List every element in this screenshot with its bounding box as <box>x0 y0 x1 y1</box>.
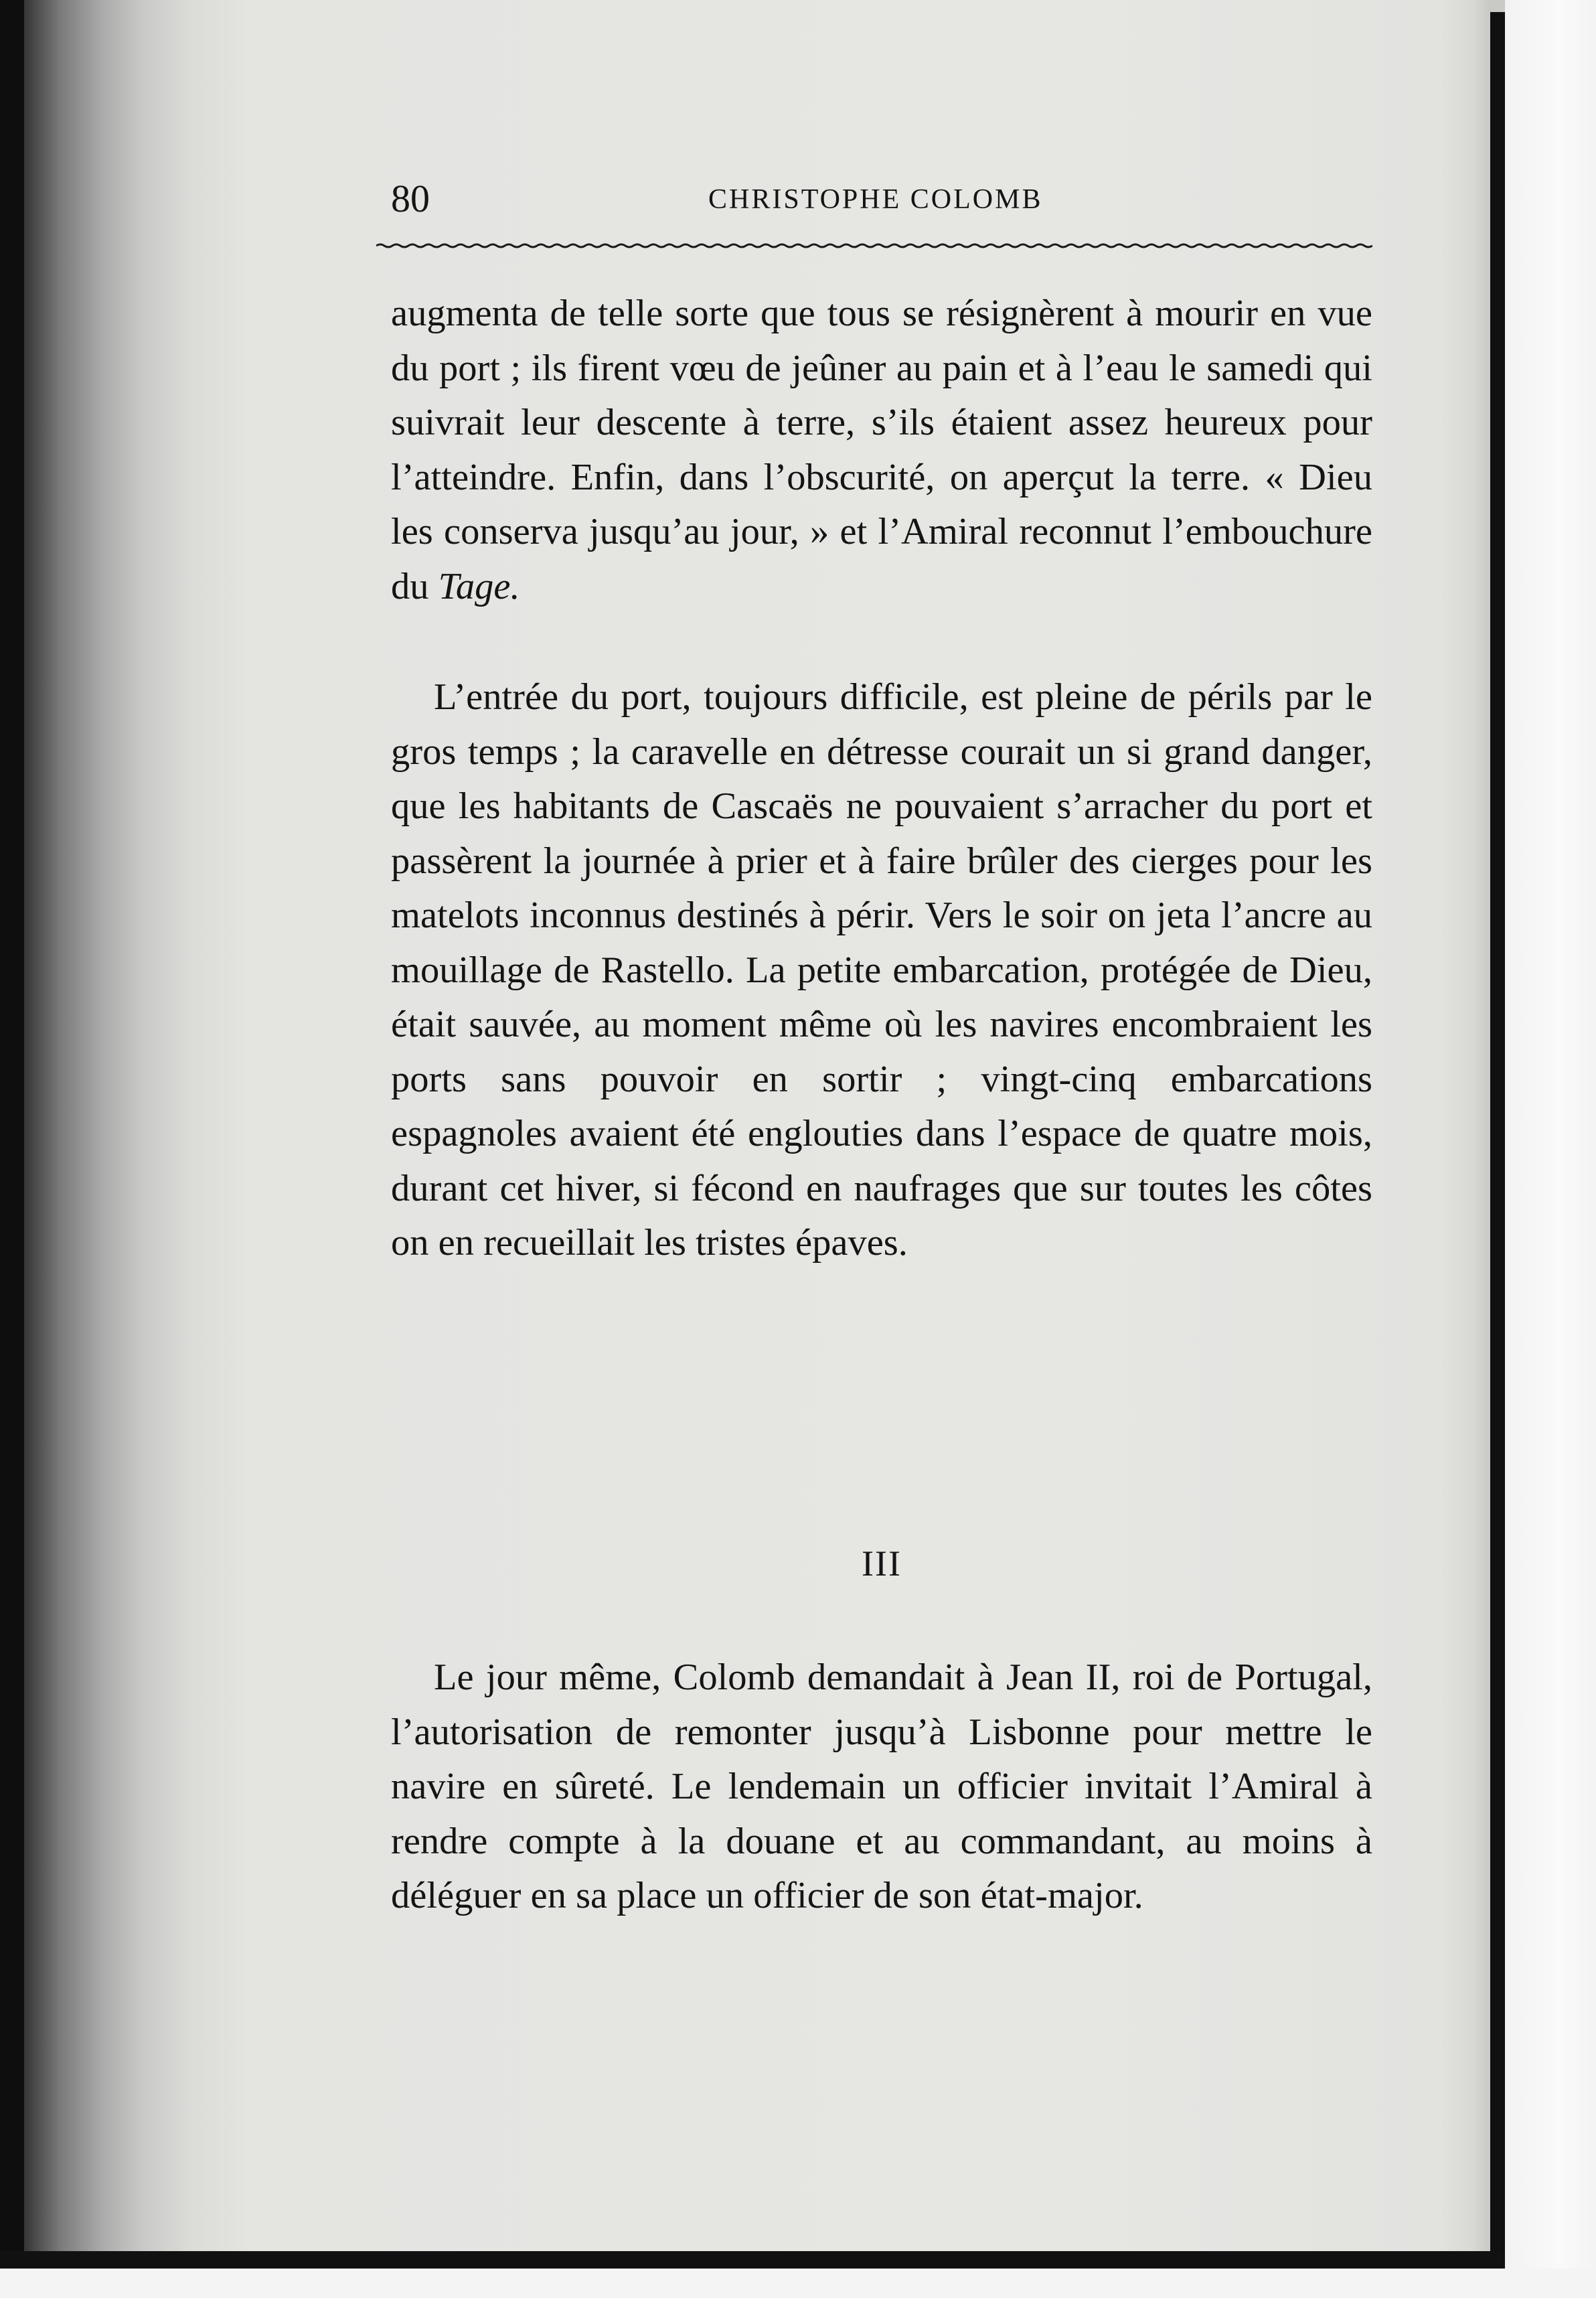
section-heading: III <box>862 1543 902 1584</box>
scan-margin-bottom <box>0 2269 1596 2298</box>
paragraph-3-text: Le jour même, Colomb demandait à Jean II, roi de Portugal, l’autorisation de remonter jusqu’à Lisbonne pour mettre le navire en sûreté. Le lendemain un officier invitait l’Amiral à rendre compte à la douane et au commandant, au moins à déléguer en sa place un officier de son état-major. <box>391 1657 1372 1916</box>
page-edge-bottom <box>0 2251 1505 2269</box>
paragraph-2-text: L’entrée du port, toujours difficile, est pleine de périls par le gros temps ; la caravelle en détresse courait un si grand danger, que les habitants de Cascaës ne pouvaient s’arracher du port et passèrent la journée à prier et à faire brûler des cierges pour les matelots inconnus destinés à périr. Vers le soir on jeta l’ancre au mouillage de Rastello. La petite embarcation, protégée de Dieu, était sauvée, au moment même où les navires encombraient les ports sans pouvoir en sortir ; vingt-cinq embarcations espagnoles avaient été englouties dans l’espace de quatre mois, durant cet hiver, si fécond en naufrages que sur toutes les côtes on en recueillait les tristes épaves. <box>391 676 1372 1263</box>
binding-shadow <box>0 0 24 2298</box>
paragraph-1 <box>391 287 1372 614</box>
paragraph-2 <box>391 670 1372 1271</box>
paragraph-3 <box>391 1651 1372 1924</box>
page-edge-right <box>1490 12 1505 2262</box>
italic-river-name: Tage. <box>438 565 520 607</box>
scan-margin-right <box>1505 0 1596 2298</box>
running-head <box>391 175 1375 222</box>
paragraph-1-text: augmenta de telle sorte que tous se résignèrent à mourir en vue du port ; ils firent vœu de jeûner au pain et à l’eau le samedi qui suivrait leur descente à terre, s’ils étaient assez heureux pour l’atteindre. Enfin, dans l’obscurité, on aperçut la terre. « Dieu les conserva jusqu’au jour, » et l’Amiral reconnut l’embouchure du <box>391 293 1372 607</box>
page-number: 80 <box>391 177 430 220</box>
header-wavy-rule <box>376 242 1372 249</box>
running-title: CHRISTOPHE COLOMB <box>708 184 1043 215</box>
